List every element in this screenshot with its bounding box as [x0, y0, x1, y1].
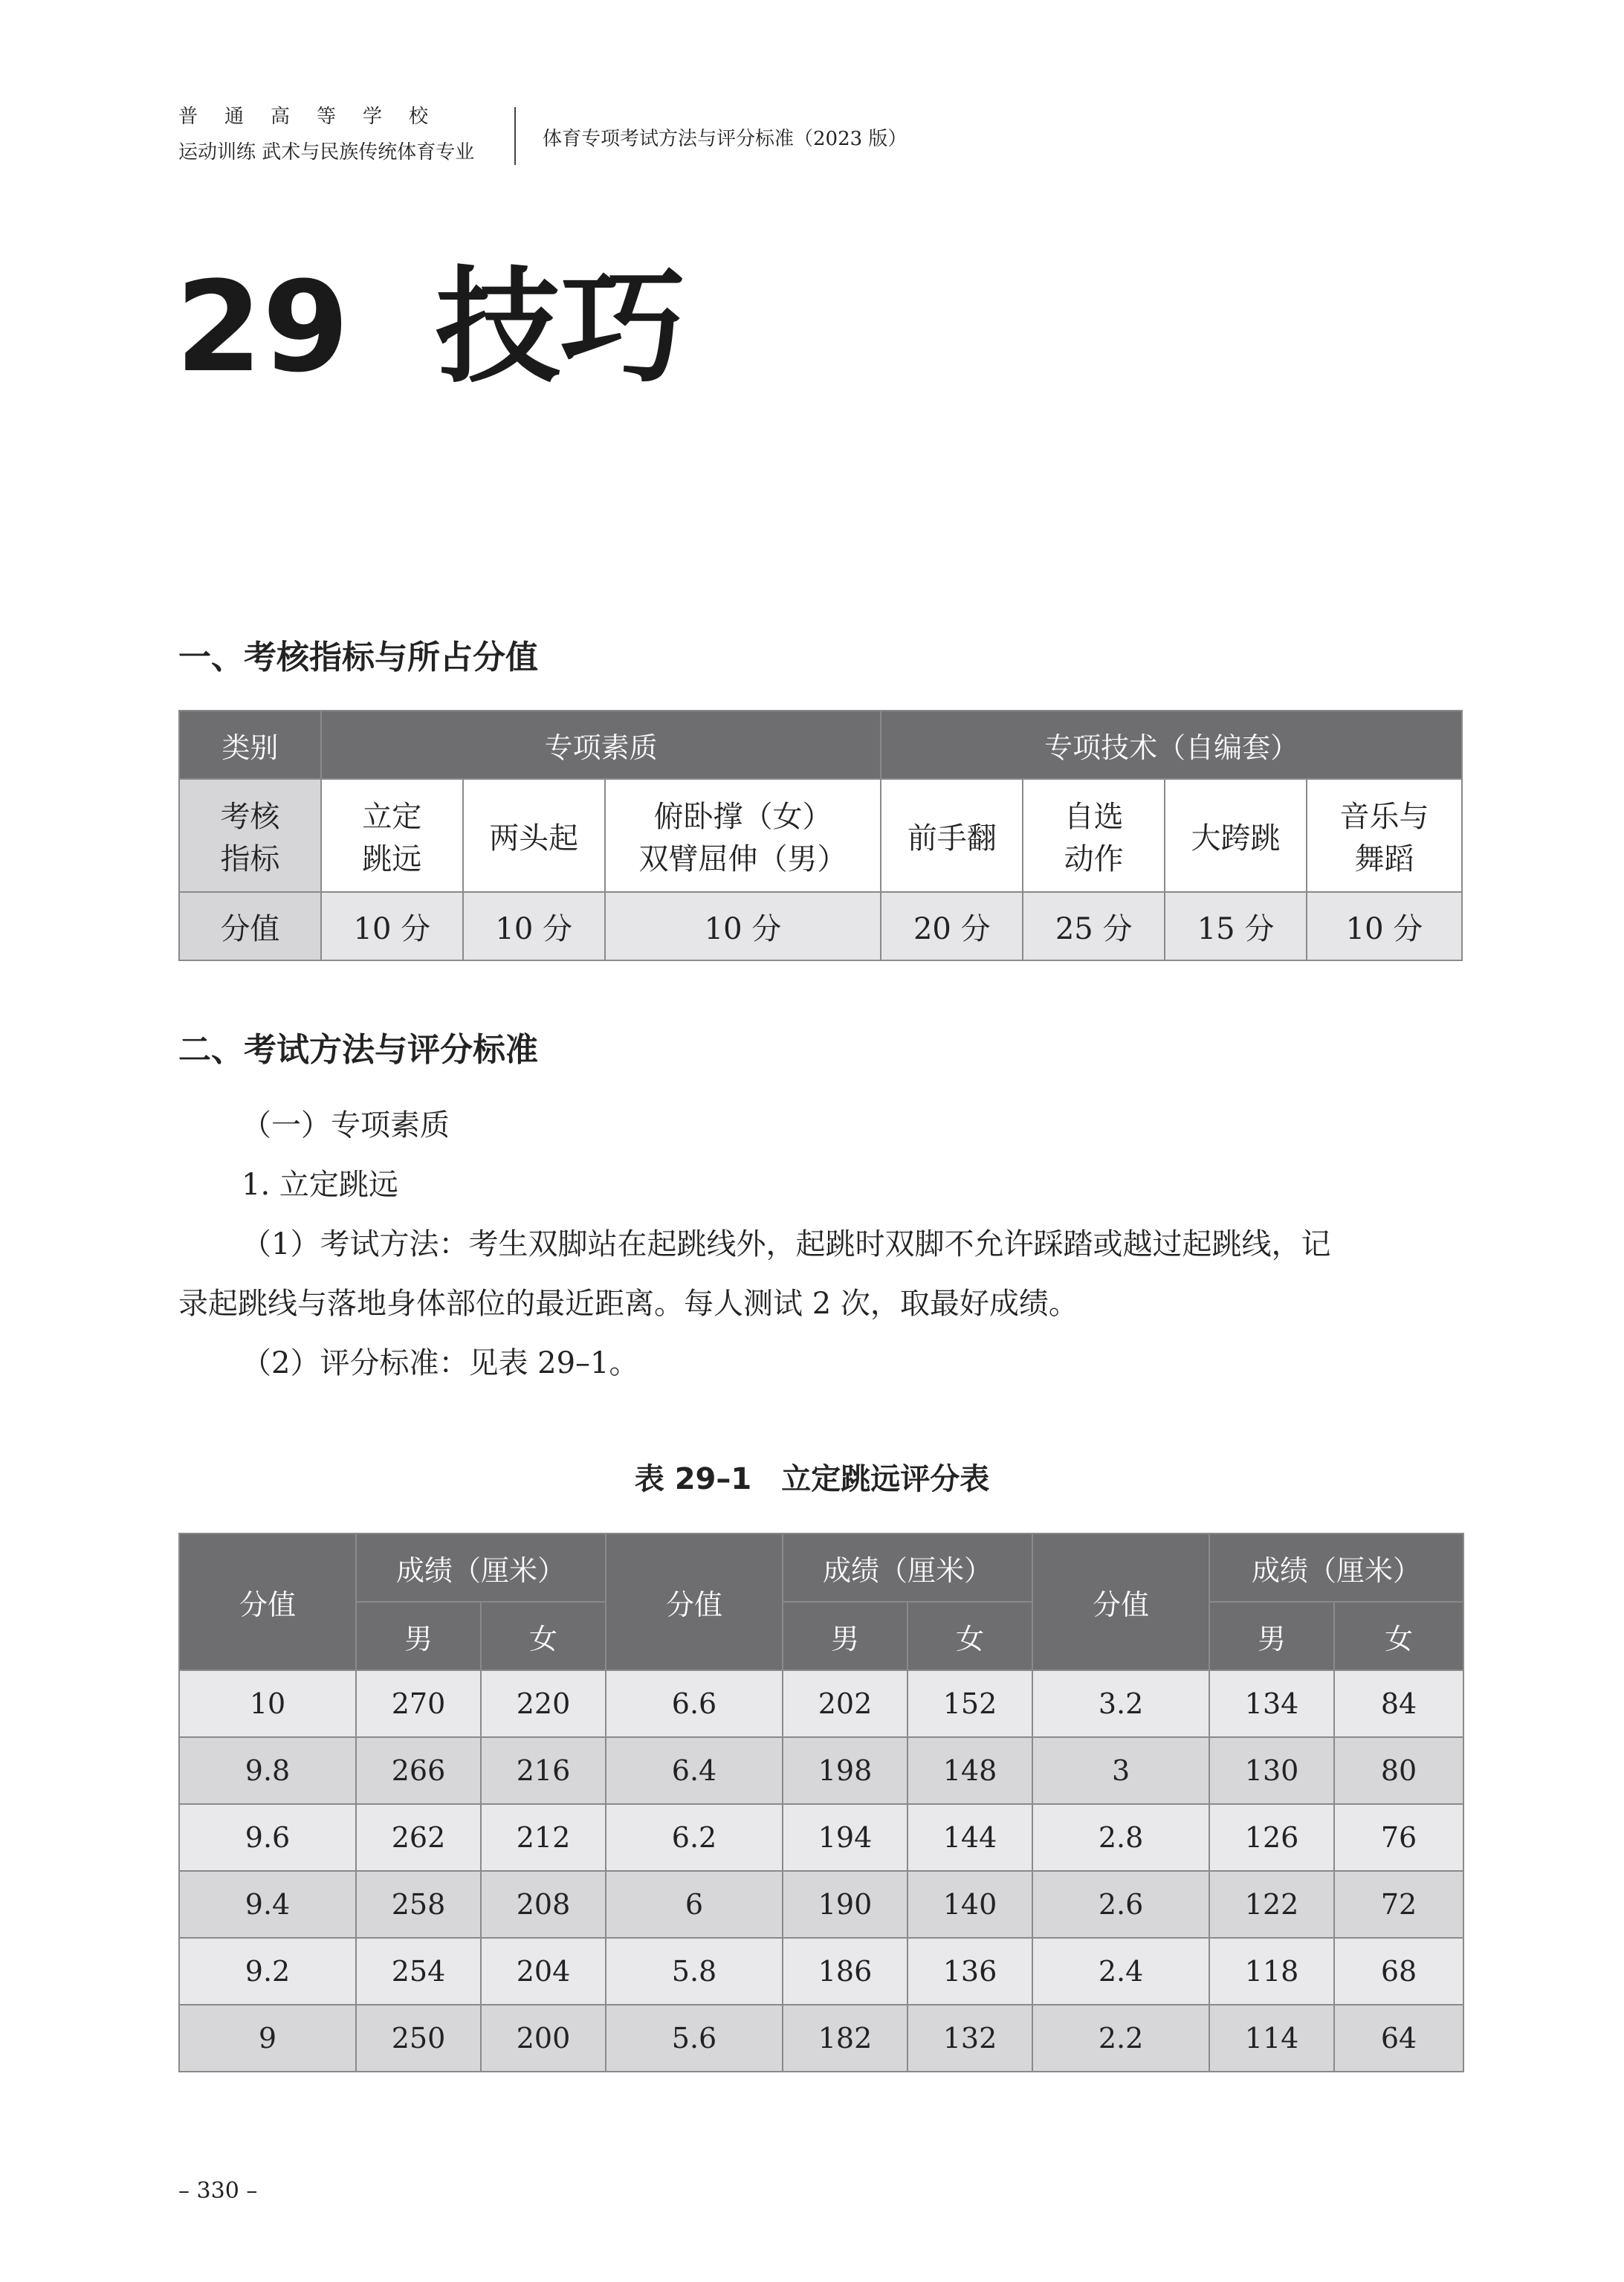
table-cell: 2.2	[1032, 2005, 1209, 2072]
page-number: – 330 –	[178, 2178, 258, 2204]
index-label	[179, 779, 321, 892]
female-header: 女	[908, 1602, 1032, 1670]
table-cell: 152	[908, 1670, 1032, 1737]
assessment-score: 10 分	[463, 892, 605, 960]
table-cell: 262	[356, 1804, 481, 1871]
assessment-item-line: 俯卧撑（女）	[653, 800, 832, 834]
table-row	[179, 1804, 1463, 1871]
assessment-table	[178, 710, 1463, 961]
assessment-item-line: 跳远	[362, 842, 422, 876]
header-major: 运动训练 武术与民族传统体育专业	[178, 141, 475, 164]
table-cell: 130	[1209, 1737, 1334, 1804]
scoring-paragraph: （2）评分标准：见表 29–1。	[242, 1346, 639, 1380]
assessment-item-line: 双臂屈伸（男）	[638, 842, 847, 876]
assessment-item-line: 立定	[362, 800, 422, 834]
assessment-score: 10 分	[321, 892, 463, 960]
method-paragraph-line2: 录起跳线与落地身体部位的最近距离。每人测试 2 次，取最好成绩。	[178, 1287, 1078, 1321]
index-label-line: 指标	[220, 842, 280, 876]
section-2-title: 二、考试方法与评分标准	[178, 1031, 538, 1069]
table-cell: 132	[908, 2005, 1032, 2072]
table-cell: 270	[356, 1670, 481, 1737]
table-cell: 194	[783, 1804, 908, 1871]
table-cell: 72	[1334, 1871, 1463, 1938]
table-cell: 140	[908, 1871, 1032, 1938]
result-header: 成绩（厘米）	[1209, 1533, 1463, 1602]
table-cell: 126	[1209, 1804, 1334, 1871]
table-cell: 118	[1209, 1938, 1334, 2005]
table-cell: 9.2	[179, 1938, 356, 2005]
header-divider	[514, 107, 516, 165]
result-header: 成绩（厘米）	[356, 1533, 606, 1602]
header-book-title: 体育专项考试方法与评分标准（2023 版）	[543, 128, 908, 150]
table-row	[179, 1737, 1463, 1804]
table-cell: 212	[481, 1804, 606, 1871]
item-heading: 1. 立定跳远	[242, 1168, 398, 1202]
assessment-item	[1307, 779, 1462, 892]
assessment-score: 20 分	[881, 892, 1023, 960]
header-series-title: 普通高等学校	[178, 106, 456, 128]
assessment-item-line: 两头起	[489, 821, 579, 856]
assessment-item	[321, 779, 463, 892]
table-row	[179, 1871, 1463, 1938]
table-cell: 182	[783, 2005, 908, 2072]
table-cell: 9.8	[179, 1737, 356, 1804]
section-1-title: 一、考核指标与所占分值	[178, 639, 538, 676]
table-cell: 148	[908, 1737, 1032, 1804]
table-cell: 5.8	[606, 1938, 783, 2005]
table-cell: 266	[356, 1737, 481, 1804]
table-cell: 84	[1334, 1670, 1463, 1737]
table-row	[179, 1670, 1463, 1737]
table-cell: 204	[481, 1938, 606, 2005]
group-header-physical: 专项素质	[321, 711, 881, 779]
table-cell: 250	[356, 2005, 481, 2072]
table-cell: 6	[606, 1871, 783, 1938]
score-label: 分值	[179, 892, 321, 960]
table-cell: 6.2	[606, 1804, 783, 1871]
table-cell: 6.6	[606, 1670, 783, 1737]
assessment-score: 15 分	[1165, 892, 1307, 960]
male-header: 男	[356, 1602, 481, 1670]
assessment-score: 10 分	[605, 892, 881, 960]
table-cell: 198	[783, 1737, 908, 1804]
table-cell: 2.8	[1032, 1804, 1209, 1871]
assessment-item	[881, 779, 1023, 892]
assessment-item-line: 前手翻	[907, 821, 997, 856]
male-header: 男	[783, 1602, 908, 1670]
table-cell: 114	[1209, 2005, 1334, 2072]
table-cell: 190	[783, 1871, 908, 1938]
table-cell: 2.4	[1032, 1938, 1209, 2005]
table-cell: 144	[908, 1804, 1032, 1871]
table-cell: 122	[1209, 1871, 1334, 1938]
score-header: 分值	[179, 1533, 356, 1670]
assessment-item	[605, 779, 881, 892]
table-row	[179, 1938, 1463, 2005]
table-cell: 6.4	[606, 1737, 783, 1804]
table-cell: 134	[1209, 1670, 1334, 1737]
table-cell: 186	[783, 1938, 908, 2005]
table-cell: 68	[1334, 1938, 1463, 2005]
assessment-item-line: 自选	[1064, 800, 1124, 834]
table-cell: 200	[481, 2005, 606, 2072]
assessment-item	[1023, 779, 1165, 892]
table-cell: 258	[356, 1871, 481, 1938]
group-header-technique: 专项技术（自编套）	[881, 711, 1462, 779]
table-cell: 9.4	[179, 1871, 356, 1938]
table-cell: 202	[783, 1670, 908, 1737]
score-header: 分值	[1032, 1533, 1209, 1670]
chapter-title: 技巧	[436, 254, 685, 400]
table-cell: 220	[481, 1670, 606, 1737]
subsection-heading: （一）专项素质	[242, 1108, 450, 1142]
table-cell: 10	[179, 1670, 356, 1737]
table-cell: 2.6	[1032, 1871, 1209, 1938]
table-cell: 9.6	[179, 1804, 356, 1871]
assessment-item	[1165, 779, 1307, 892]
assessment-score: 10 分	[1307, 892, 1462, 960]
table-cell: 254	[356, 1938, 481, 2005]
female-header: 女	[1334, 1602, 1463, 1670]
male-header: 男	[1209, 1602, 1334, 1670]
assessment-item-line: 动作	[1064, 842, 1124, 876]
table-cell: 3	[1032, 1737, 1209, 1804]
table-row	[179, 2005, 1463, 2072]
assessment-item	[463, 779, 605, 892]
table-cell: 208	[481, 1871, 606, 1938]
female-header: 女	[481, 1602, 606, 1670]
assessment-item-line: 音乐与	[1339, 800, 1429, 834]
header-left	[178, 104, 491, 165]
table-cell: 80	[1334, 1737, 1463, 1804]
standing-long-jump-table	[178, 1533, 1464, 2072]
table-cell: 3.2	[1032, 1670, 1209, 1737]
index-label-line: 考核	[220, 800, 280, 834]
table-caption: 表 29–1 立定跳远评分表	[634, 1462, 990, 1496]
table-cell: 136	[908, 1938, 1032, 2005]
category-header: 类别	[179, 711, 321, 779]
table-cell: 5.6	[606, 2005, 783, 2072]
table-cell: 9	[179, 2005, 356, 2072]
table-cell: 76	[1334, 1804, 1463, 1871]
method-paragraph-line1: （1）考试方法：考生双脚站在起跳线外，起跳时双脚不允许踩踏或越过起跳线，记	[242, 1227, 1331, 1261]
assessment-item-line: 大跨跳	[1191, 821, 1281, 856]
table-cell: 216	[481, 1737, 606, 1804]
assessment-score: 25 分	[1023, 892, 1165, 960]
table-cell: 64	[1334, 2005, 1463, 2072]
chapter-number: 29	[175, 254, 349, 400]
result-header: 成绩（厘米）	[783, 1533, 1032, 1602]
chapter-heading	[175, 253, 685, 401]
assessment-item-line: 舞蹈	[1354, 842, 1414, 876]
score-header: 分值	[606, 1533, 783, 1670]
